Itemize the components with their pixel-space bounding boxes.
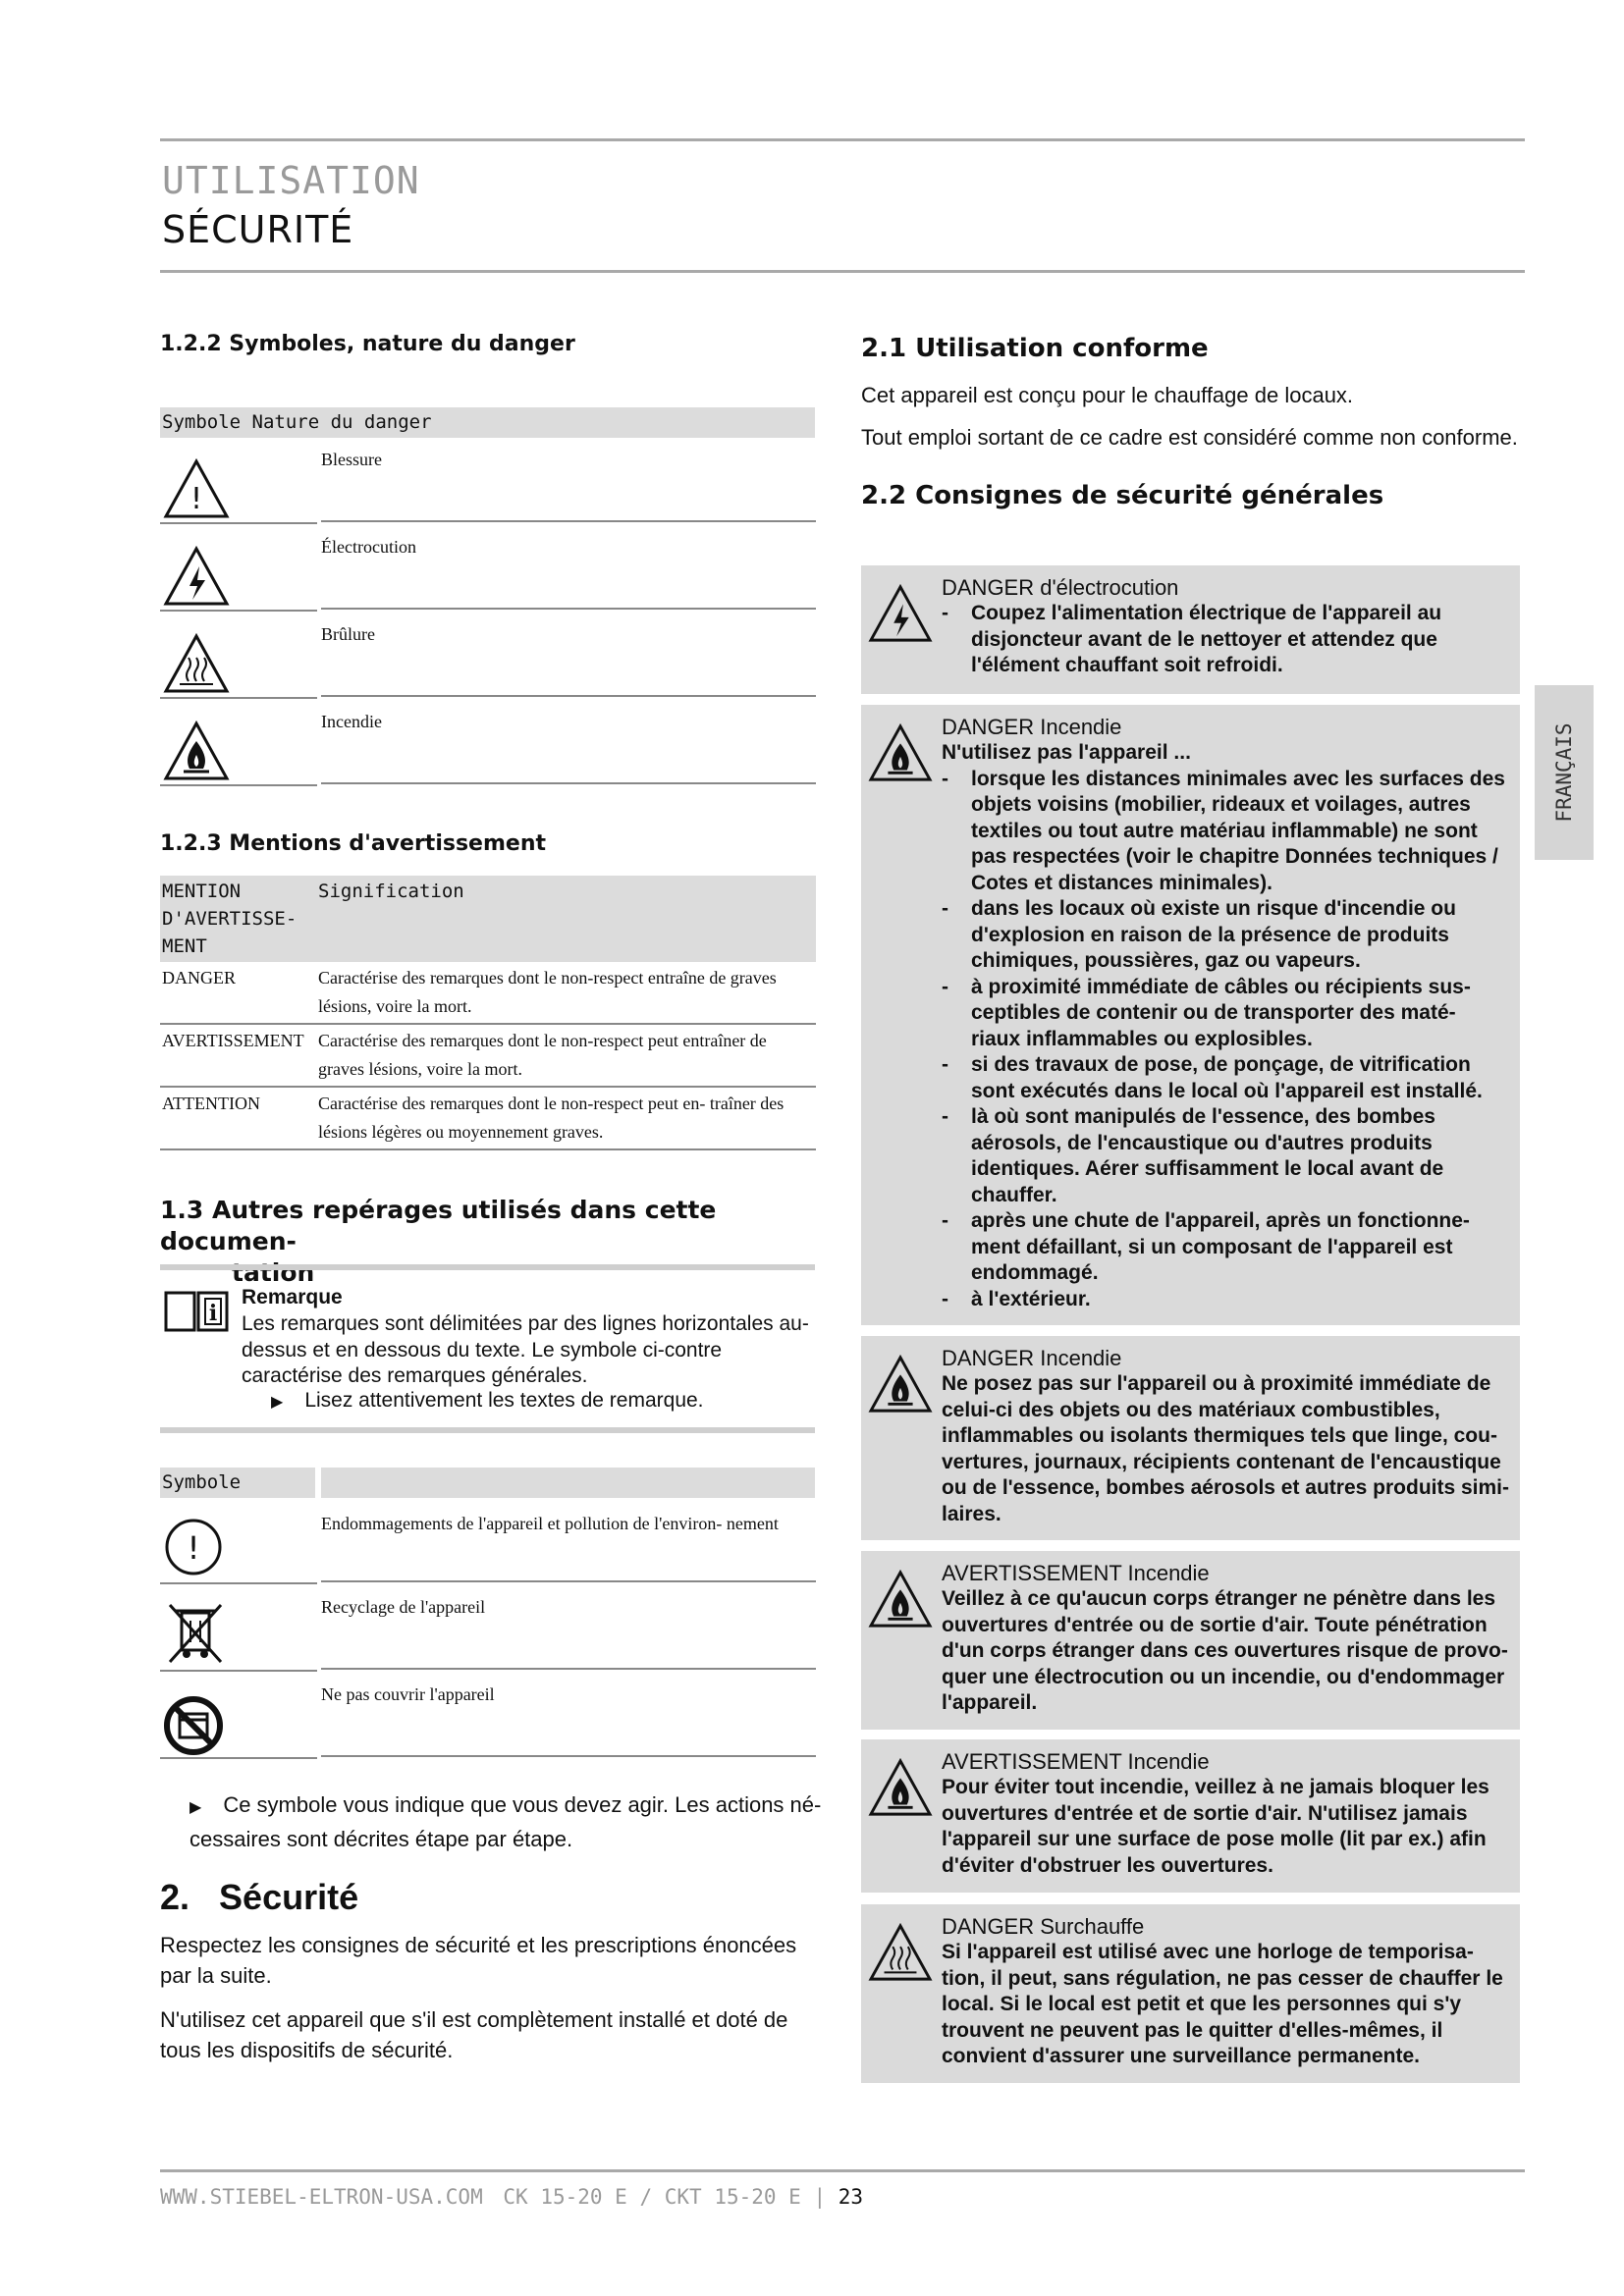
footer-model: CK 15-20 E / CKT 15-20 E | bbox=[503, 2185, 827, 2209]
safety-box-title: AVERTISSEMENT Incendie bbox=[942, 1561, 1210, 1585]
fire-icon bbox=[867, 722, 934, 783]
symbol-row bbox=[160, 1585, 816, 1673]
electrocution-icon bbox=[160, 541, 317, 612]
note-block bbox=[160, 1264, 815, 1433]
page-number: 23 bbox=[838, 2185, 864, 2209]
safety-box-text: Pour éviter tout incendie, veillez à ne jamais bloquer les ouvertures d'entrée et de sortie d'air. N'utilisez jamais l'appareil sur une surface de pose molle (lit par ex.) afin d'éviter d'obstruer les ouvertures. bbox=[942, 1776, 1489, 1877]
symbol-row bbox=[160, 613, 816, 700]
symbol-table-header: Symbole Nature du danger bbox=[160, 407, 815, 438]
mention-meaning: Caractérise des remarques dont le non-respect entraîne de graves lésions, voire la mort. bbox=[316, 962, 816, 1024]
action-explanation bbox=[160, 1789, 877, 1855]
fire-icon bbox=[160, 716, 317, 786]
note-title: Remarque bbox=[242, 1286, 343, 1308]
section-1-2-2-title: 1.2.2 Symboles, nature du danger bbox=[160, 332, 575, 356]
mentions-header-row bbox=[160, 876, 816, 962]
safety-box-text: Si l'appareil est utilisé avec une horloge de temporisa- tion, il peut, sans régulation, ne pas cesser de chauffer le local. Si le local est petit et que les personnes qui s'y trouvent ne peuvent pas le quitter d'elles-mêmes, il convient d'assurer une surveillance permanente. bbox=[942, 1941, 1503, 2067]
svg-text:!: ! bbox=[187, 1529, 200, 1567]
fire-icon bbox=[867, 1757, 934, 1818]
safety-box-warning-fire bbox=[861, 1551, 1520, 1730]
svg-text:!: ! bbox=[189, 482, 203, 516]
symbol-label: Brûlure bbox=[321, 613, 816, 697]
symbol-label: Électrocution bbox=[321, 525, 816, 610]
list-item: - à proximité immédiate de câbles ou récipients sus- ceptibles de contenir ou de transporter des maté- riaux inflammables ou explosibles. bbox=[942, 975, 1510, 1053]
safety-box-title: DANGER Surchauffe bbox=[942, 1914, 1145, 1939]
safety-box-intro: N'utilisez pas l'appareil ... bbox=[942, 741, 1191, 764]
safety-box-list bbox=[942, 767, 1510, 1313]
footer-site-link[interactable]: WWW.STIEBEL-ELTRON-USA.COM bbox=[160, 2185, 483, 2209]
mention-term: AVERTISSEMENT bbox=[160, 1024, 316, 1087]
table-row bbox=[160, 1024, 816, 1087]
fire-icon bbox=[867, 1569, 934, 1629]
recycle-bin-icon bbox=[160, 1601, 317, 1672]
section-2-paragraph: N'utilisez cet appareil que s'il est complètement installé et doté de tous les dispositifs de sécurité. bbox=[160, 2007, 788, 2062]
safety-box-text: Ne posez pas sur l'appareil ou à proximité immédiate de celui-ci des objets ou des matériaux combustibles, inflammables ou isolants thermiques tels que linge, cou- vertures, journaux, récipients contenant de l'encaustique ou de l'essence, bombes aérosols et autres produits simi- laires. bbox=[942, 1372, 1510, 1525]
safety-box-title: AVERTISSEMENT Incendie bbox=[942, 1749, 1210, 1774]
section-1-3-title-line1: 1.3 Autres repérages utilisés dans cette documen- bbox=[160, 1196, 717, 1255]
book-info-icon bbox=[162, 1285, 231, 1334]
symbol-row bbox=[160, 525, 816, 613]
mentions-header-meaning: Signification bbox=[316, 876, 816, 962]
note-action-text: Lisez attentivement les textes de remarque. bbox=[304, 1389, 704, 1412]
note-text: Les remarques sont délimitées par des lignes horizontales au-dessus et en dessous du texte. Le symbole ci-contre caractérise des remarques générales. bbox=[242, 1312, 809, 1387]
symbol2-table-header bbox=[160, 1468, 815, 1498]
symbol-label: Blessure bbox=[321, 438, 816, 522]
symbol-row bbox=[160, 700, 816, 787]
list-item: - Coupez l'alimentation électrique de l'appareil au disjoncteur avant de le nettoyer et attendez que l'élément chauffant soit refroidi. bbox=[942, 601, 1510, 679]
header-section: UTILISATION bbox=[162, 159, 420, 202]
safety-box-overheat bbox=[861, 1904, 1520, 2083]
svg-text:i: i bbox=[208, 1301, 218, 1326]
symbol-label: Ne pas couvrir l'appareil bbox=[321, 1673, 816, 1757]
language-tab[interactable] bbox=[1535, 685, 1594, 860]
symbol-label: Recyclage de l'appareil bbox=[321, 1585, 816, 1670]
mention-meaning: Caractérise des remarques dont le non-respect peut entraîner de graves lésions, voire la mort. bbox=[316, 1024, 816, 1087]
header-bottom-rule bbox=[160, 270, 1525, 273]
action-explanation-text: Ce symbole vous indique que vous devez agir. Les actions né- cessaires sont décrites étape par étape. bbox=[189, 1792, 822, 1851]
section-2-1-paragraph: Cet appareil est conçu pour le chauffage de locaux. bbox=[861, 383, 1354, 407]
symbol-label: Incendie bbox=[321, 700, 816, 784]
section-2-1-title: 2.1 Utilisation conforme bbox=[861, 334, 1209, 363]
section-2-1-paragraph: Tout emploi sortant de ce cadre est considéré comme non conforme. bbox=[861, 425, 1518, 450]
symbol2-header-label: Symbole bbox=[162, 1471, 242, 1493]
language-tab-label: FRANÇAIS bbox=[1552, 722, 1576, 823]
symbol-row bbox=[160, 438, 816, 525]
left-column bbox=[160, 332, 816, 1289]
safety-box-list bbox=[942, 601, 1510, 679]
list-item: - à l'extérieur. bbox=[942, 1287, 1510, 1313]
section-1-3-title-line2: tation bbox=[232, 1258, 315, 1287]
fire-icon bbox=[867, 1354, 934, 1415]
safety-box-warning-fire-2 bbox=[861, 1739, 1520, 1893]
safety-box-text: Veillez à ce qu'aucun corps étranger ne pénètre dans les ouvertures d'entrée ou de sortie d'air. Toute pénétration d'un corps étranger dans ces ouvertures risque de provo- quer une électrocution ou un incendie, ou d'endommager l'appareil. bbox=[942, 1587, 1508, 1714]
table-row bbox=[160, 1087, 816, 1149]
mentions-table bbox=[160, 876, 816, 1150]
mention-term: DANGER bbox=[160, 962, 316, 1024]
action-arrow-icon: ▶ bbox=[271, 1394, 284, 1411]
safety-box-electrocution bbox=[861, 565, 1520, 694]
safety-box-fire bbox=[861, 705, 1520, 1325]
section-2-title: 2. Sécurité bbox=[160, 1877, 359, 1917]
mention-term: ATTENTION bbox=[160, 1087, 316, 1149]
symbol-row bbox=[160, 1498, 816, 1585]
do-not-cover-icon bbox=[160, 1688, 317, 1759]
list-item: - après une chute de l'appareil, après un fonctionne- ment défaillant, si un composant de l'appareil est endommagé. bbox=[942, 1208, 1510, 1287]
safety-box-title: DANGER Incendie bbox=[942, 1346, 1122, 1370]
safety-box-fire-2 bbox=[861, 1336, 1520, 1540]
hot-surface-icon bbox=[160, 628, 317, 699]
header-subsection: SÉCURITÉ bbox=[162, 208, 354, 251]
left-column-lower bbox=[160, 1468, 822, 2065]
warning-triangle-icon bbox=[160, 454, 317, 524]
footer bbox=[160, 2185, 863, 2209]
symbol-label: Endommagements de l'appareil et pollution de l'environ- nement bbox=[321, 1498, 816, 1582]
symbol-row bbox=[160, 1673, 816, 1760]
mentions-header-term: MENTION D'AVERTISSE- MENT bbox=[160, 876, 316, 962]
electrocution-icon bbox=[867, 583, 934, 644]
hot-surface-icon bbox=[867, 1922, 934, 1983]
section-2-2-title: 2.2 Consignes de sécurité générales bbox=[861, 481, 1384, 510]
action-arrow-icon: ▶ bbox=[189, 1799, 202, 1816]
footer-rule bbox=[160, 2169, 1525, 2172]
list-item: - là où sont manipulés de l'essence, des bombes aérosols, de l'encaustique ou d'autres produits identiques. Aérer suffisamment le local avant de chauffer. bbox=[942, 1104, 1510, 1208]
list-item: - si des travaux de pose, de ponçage, de vitrification sont exécutés dans le local où l'appareil est installé. bbox=[942, 1052, 1510, 1104]
header-top-rule bbox=[160, 138, 1525, 141]
safety-box-title: DANGER Incendie bbox=[942, 715, 1122, 739]
table-row bbox=[160, 962, 816, 1024]
section-2-paragraph: Respectez les consignes de sécurité et les prescriptions énoncées par la suite. bbox=[160, 1933, 797, 1988]
list-item: - dans les locaux où existe un risque d'incendie ou d'explosion en raison de la présence de produits chimiques, poussières, gaz ou vapeurs. bbox=[942, 896, 1510, 975]
right-column bbox=[861, 334, 1520, 510]
exclamation-circle-icon bbox=[160, 1514, 317, 1584]
mention-meaning: Caractérise des remarques dont le non-respect peut en- traîner des lésions légères ou moyennement graves. bbox=[316, 1087, 816, 1149]
section-1-2-3-title: 1.2.3 Mentions d'avertissement bbox=[160, 831, 546, 856]
safety-box-title: DANGER d'électrocution bbox=[942, 575, 1179, 600]
list-item: - lorsque les distances minimales avec les surfaces des objets voisins (mobilier, rideaux et voilages, autres textiles ou tout autre matériau inflammable) ne sont pas respectées (voir le chapitre Données techniques / Cotes et distances minimales). bbox=[942, 767, 1510, 897]
note-action bbox=[271, 1389, 704, 1413]
